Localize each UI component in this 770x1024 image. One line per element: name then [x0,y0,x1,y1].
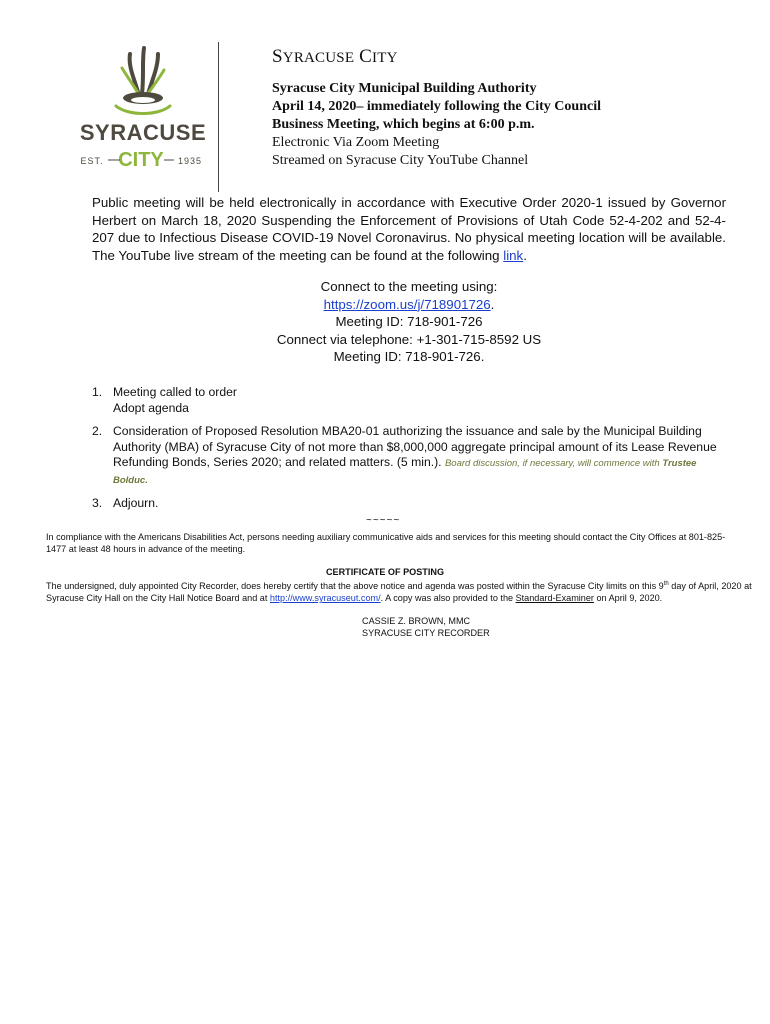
youtube-link[interactable]: link [503,247,524,263]
agenda-item: 3. Adjourn. [92,496,159,510]
certificate-text: The undersigned, duly appointed City Recorder, does hereby certify that the above notice and agenda was posted within the Syracuse City limits on this 9th day of April, 2020 at Syracuse City Hall on the City Hall Notice Board and at http://www.syracuseut.com/. A copy was also provided to the Standard-Examiner on April 9, 2020. [46,581,752,604]
reed-icon [116,48,170,114]
connection-info [92,278,726,366]
meeting-stream: Streamed on Syracuse City YouTube Channel [272,153,529,168]
city-website-link[interactable]: http://www.syracuseut.com/ [269,593,381,604]
telephone-line: Connect via telephone: +1-301-715-8592 US [276,331,542,347]
meeting-date: April 14, 2020– immediately following the City Council [272,99,601,114]
signer-name: CASSIE Z. BROWN, MMC [362,616,471,626]
signer-title: SYRACUSE CITY RECORDER [362,628,490,638]
meeting-time: Business Meeting, which begins at 6:00 p.m. [272,117,535,132]
logo-word-city: CITY [118,149,164,171]
certificate-heading: CERTIFICATE OF POSTING [325,567,445,577]
meeting-header [272,46,712,170]
syracuse-city-logo [78,44,208,172]
logo-est: EST. [80,156,104,166]
meeting-id-repeat: Meeting ID: 718-901-726. [333,349,485,364]
logo-year: 1935 [177,156,203,166]
signature-block [362,615,490,639]
agenda-item: 2. Consideration of Proposed Resolution MBA20-01 authorizing the issuance and sale by the Municipal Building Authority (MBA) of Syracuse City of not more than $8,000,000 aggregate principal amount of its Lease Revenue Refunding Bonds, Series 2020; and related matters. (5 min.). Board discussion, if necessary, will commence with Trustee Bolduc. [92,424,717,486]
zoom-url-line: https://zoom.us/j/718901726. [323,296,495,312]
header-divider [218,42,219,192]
agenda-note: Board discussion, if necessary, will commence with Trustee Bolduc. [113,458,697,486]
ada-notice: In compliance with the Americans Disabilities Act, persons needing auxiliary communicative aids and services for this meeting should contact the City Offices at 801-825-1477 at least 48 hours in advance of the meeting. [46,532,726,554]
meeting-body-name: Syracuse City Municipal Building Authority [272,81,537,96]
meeting-format: Electronic Via Zoom Meeting [272,135,440,150]
electronic-meeting-notice: Public meeting will be held electronically in accordance with Executive Order 2020-1 issued by Governor Herbert on March 18, 2020 Suspending the Enforcement of Provisions of Utah Code 52-4-202 and 52-4-207 due to Infectious Disease COVID-19 Novel Coronavirus. No physical meeting location will be available. The YouTube live stream of the meeting can be found at the following link. [92,195,726,263]
city-title: SYRACUSE CITY [272,46,398,67]
logo-word-syracuse: SYRACUSE [79,120,207,145]
agenda-item: 1. Meeting called to order Adopt agenda [92,385,237,415]
connect-heading: Connect to the meeting using: [320,279,498,294]
meeting-id: Meeting ID: 718-901-726 [335,314,483,329]
agenda-list [92,385,722,520]
newspaper-name: Standard-Examiner [515,593,594,604]
section-separator: ~~~~~ [366,515,401,526]
zoom-link[interactable]: https://zoom.us/j/718901726 [323,296,491,312]
